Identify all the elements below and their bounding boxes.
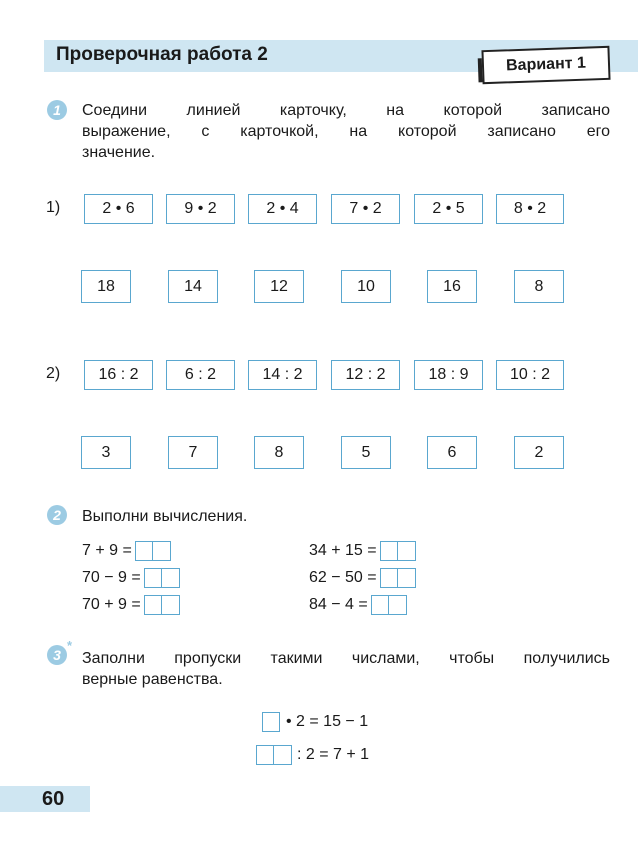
answer-cell[interactable]: [144, 568, 162, 588]
task-2-prompt: Выполни вычисления.: [82, 508, 248, 525]
answer-cell[interactable]: [380, 541, 398, 561]
value-card[interactable]: 8: [514, 270, 564, 303]
expression-card[interactable]: 2 • 4: [248, 194, 317, 224]
answer-cells[interactable]: [380, 568, 416, 588]
answer-cell[interactable]: [153, 541, 171, 561]
task-3-text-line1: Заполни пропуски такими числами, чтобы получились: [82, 650, 610, 667]
answer-cells[interactable]: [371, 595, 407, 615]
page-title: Проверочная работа 2: [56, 44, 268, 65]
expression-card[interactable]: 18 : 9: [414, 360, 483, 390]
expression-card[interactable]: 2 • 5: [414, 194, 483, 224]
equation-2: [256, 745, 369, 765]
row-2-label: 2): [46, 365, 61, 382]
answer-cells[interactable]: [262, 712, 280, 732]
answer-cells[interactable]: [135, 541, 171, 561]
task-1-icon: 1: [47, 100, 67, 120]
task-2-icon: 2: [47, 505, 67, 525]
answer-cell[interactable]: [389, 595, 407, 615]
calc-expression: 70 − 9 =: [82, 569, 141, 586]
calc-item: [82, 568, 180, 588]
calc-expression: 84 − 4 =: [309, 596, 368, 613]
expression-card[interactable]: 2 • 6: [84, 194, 153, 224]
value-card[interactable]: 3: [81, 436, 131, 469]
answer-cell[interactable]: [144, 595, 162, 615]
calc-expression: 70 + 9 =: [82, 596, 141, 613]
row-1-label: 1): [46, 199, 61, 216]
calc-item: [309, 595, 407, 615]
expression-card[interactable]: 7 • 2: [331, 194, 400, 224]
task-1-text-line2: выражение, с карточкой, на которой записано его: [82, 123, 610, 140]
page-number: 60: [42, 788, 65, 810]
calc-item: [82, 541, 171, 561]
answer-cell[interactable]: [256, 745, 274, 765]
calc-expression: 62 − 50 =: [309, 569, 377, 586]
answer-cells[interactable]: [256, 745, 292, 765]
calc-item: [82, 595, 180, 615]
expression-card[interactable]: 6 : 2: [166, 360, 235, 390]
expression-card[interactable]: 8 • 2: [496, 194, 564, 224]
task-1-text-line3: значение.: [82, 144, 156, 161]
variant-label: Вариант 1: [481, 46, 610, 84]
expression-card[interactable]: 12 : 2: [331, 360, 400, 390]
answer-cell[interactable]: [371, 595, 389, 615]
task-1-text-line1: Соедини линией карточку, на которой записано: [82, 102, 610, 119]
value-card[interactable]: 18: [81, 270, 131, 303]
equation-text: : 2 = 7 + 1: [297, 746, 370, 763]
calc-item: [309, 541, 416, 561]
task-3-text-line2: верные равенства.: [82, 671, 223, 688]
value-card[interactable]: 2: [514, 436, 564, 469]
calc-expression: 7 + 9 =: [82, 542, 132, 559]
calc-expression: 34 + 15 =: [309, 542, 377, 559]
answer-cell[interactable]: [274, 745, 292, 765]
value-card[interactable]: 8: [254, 436, 304, 469]
answer-cell[interactable]: [398, 541, 416, 561]
value-card[interactable]: 12: [254, 270, 304, 303]
answer-cell[interactable]: [162, 595, 180, 615]
value-card[interactable]: 7: [168, 436, 218, 469]
star-icon: *: [67, 638, 73, 653]
answer-cell[interactable]: [162, 568, 180, 588]
answer-cells[interactable]: [380, 541, 416, 561]
expression-card[interactable]: 14 : 2: [248, 360, 317, 390]
equation-1: [262, 712, 368, 732]
expression-card[interactable]: 9 • 2: [166, 194, 235, 224]
value-card[interactable]: 16: [427, 270, 477, 303]
calc-item: [309, 568, 416, 588]
expression-card[interactable]: 16 : 2: [84, 360, 153, 390]
task-3-icon: 3: [47, 645, 67, 665]
value-card[interactable]: 14: [168, 270, 218, 303]
equation-text: • 2 = 15 − 1: [286, 713, 369, 730]
value-card[interactable]: 10: [341, 270, 391, 303]
answer-cell[interactable]: [398, 568, 416, 588]
answer-cell[interactable]: [380, 568, 398, 588]
value-card[interactable]: 6: [427, 436, 477, 469]
value-card[interactable]: 5: [341, 436, 391, 469]
expression-card[interactable]: 10 : 2: [496, 360, 564, 390]
answer-cells[interactable]: [144, 568, 180, 588]
answer-cell[interactable]: [262, 712, 280, 732]
answer-cell[interactable]: [135, 541, 153, 561]
answer-cells[interactable]: [144, 595, 180, 615]
